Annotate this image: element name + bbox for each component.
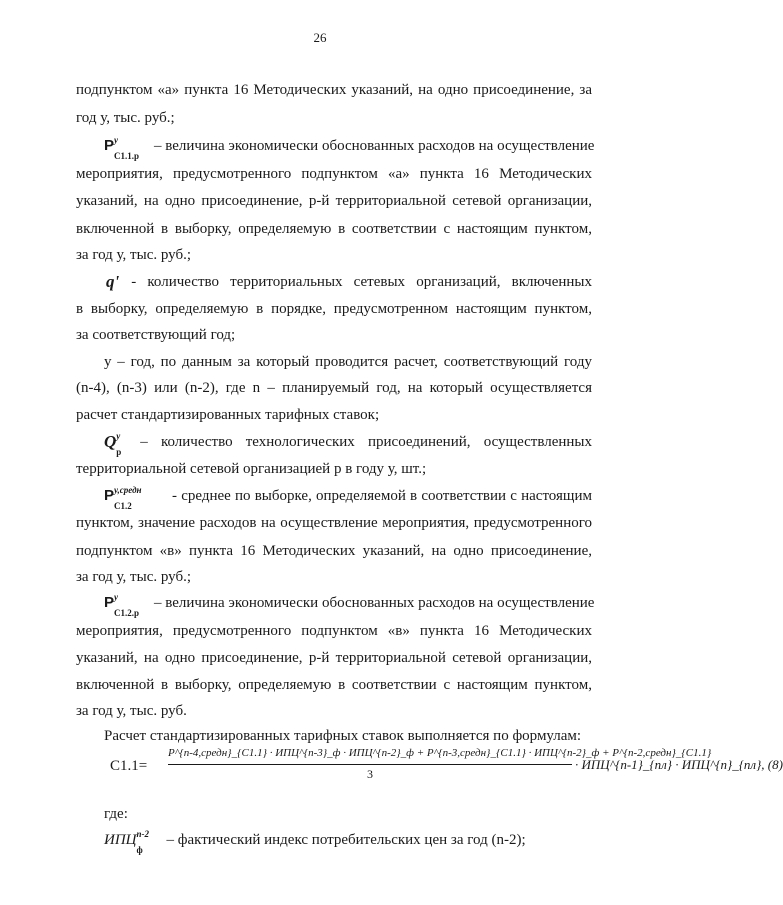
text-line: год у, тыс. руб.; <box>76 110 175 126</box>
where-label: где: <box>104 806 128 822</box>
symbol-ipc: ИПЦ n-2 ф <box>104 829 150 855</box>
text-line: за год у, тыс. руб.; <box>76 569 192 585</box>
definition-p-c11p <box>104 135 595 161</box>
text-line: – фактический индекс потребительских цен за год (n-2); <box>166 832 526 848</box>
formula-lhs: C1.1= <box>110 758 148 774</box>
formula-denominator: 3 <box>367 767 373 781</box>
text-line: - количество территориальных сетевых организаций, включенных <box>131 274 592 290</box>
text-line: мероприятия, предусмотренного подпунктом «в» пункта 16 Методических <box>76 623 592 639</box>
text-line: включенной в выборку, определяемую в соответствии с настоящим пунктом, <box>76 677 592 693</box>
symbol-q-p: Q у p <box>104 431 122 457</box>
formula-numerator: P^{n-4,средн}_{C1.1} · ИПЦ^{n-3}_ф · ИПЦ^{n-2}_ф + P^{n-3,средн}_{C1.1} · ИПЦ^{n-2}_ф + P^{n-2,средн}_{C1.1} <box>168 747 712 759</box>
text-line: подпунктом «в» пункта 16 Методических указаний, на одно присоединение, <box>76 543 592 559</box>
definition-p-c12p <box>104 592 595 618</box>
text-line: в выборку, определяемую в порядке, предусмотренном настоящим пунктом, <box>76 301 592 317</box>
definition-q-p <box>104 431 592 457</box>
text-line: включенной в выборку, определяемую в соответствии с настоящим пунктом, <box>76 221 592 237</box>
text-line: - среднее по выборке, определяемой в соответствии с настоящим <box>172 488 592 504</box>
fraction-bar <box>168 764 572 765</box>
text-line: у – год, по данным за который проводится расчет, соответствующий году <box>104 354 592 370</box>
definition-p-c12-avg <box>104 485 592 511</box>
formula-8 <box>110 747 783 799</box>
text-line: указаний, на одно присоединение, р-й территориальной сетевой организации, <box>76 193 592 209</box>
page-number: 26 <box>313 30 327 45</box>
text-line: – величина экономически обоснованных расходов на осуществление <box>154 138 595 154</box>
text-line: за соответствующий год; <box>76 327 236 343</box>
text-line: указаний, на одно присоединение, р-й территориальной сетевой организации, <box>76 650 592 666</box>
text-line: – количество технологических присоединений, осуществленных <box>140 434 592 450</box>
text-line: мероприятия, предусмотренного подпунктом «а» пункта 16 Методических <box>76 166 592 182</box>
text-line: за год у, тыс. руб. <box>76 703 187 719</box>
symbol-p-c11p: P у C1.1.p <box>104 135 140 161</box>
text-line: за год у, тыс. руб.; <box>76 247 192 263</box>
symbol-p-c12-avg: P у,средн C1.2 <box>104 485 142 511</box>
text-line: Расчет стандартизированных тарифных ставок выполняется по формулам: <box>104 728 582 744</box>
formula-rhs: · ИПЦ^{n-1}_{пл} · ИПЦ^{n}_{пл}, (8) <box>575 757 783 772</box>
symbol-p-c12p: P у C1.2.p <box>104 592 140 618</box>
definition-q-prime <box>106 272 592 292</box>
text-line: подпунктом «а» пункта 16 Методических указаний, на одно присоединение, за <box>76 82 592 98</box>
text-line: (n-4), (n-3) или (n-2), где n – планируемый год, на который осуществляется <box>76 380 592 396</box>
text-line: пунктом, значение расходов на осуществление мероприятия, предусмотренного <box>76 515 592 531</box>
definition-ipc <box>104 829 592 855</box>
symbol-q-prime: q' <box>106 272 120 291</box>
text-line: – величина экономически обоснованных расходов на осуществление <box>154 595 595 611</box>
text-line: территориальной сетевой организацией р в году у, шт.; <box>76 461 427 477</box>
text-line: расчет стандартизированных тарифных ставок; <box>76 407 380 423</box>
